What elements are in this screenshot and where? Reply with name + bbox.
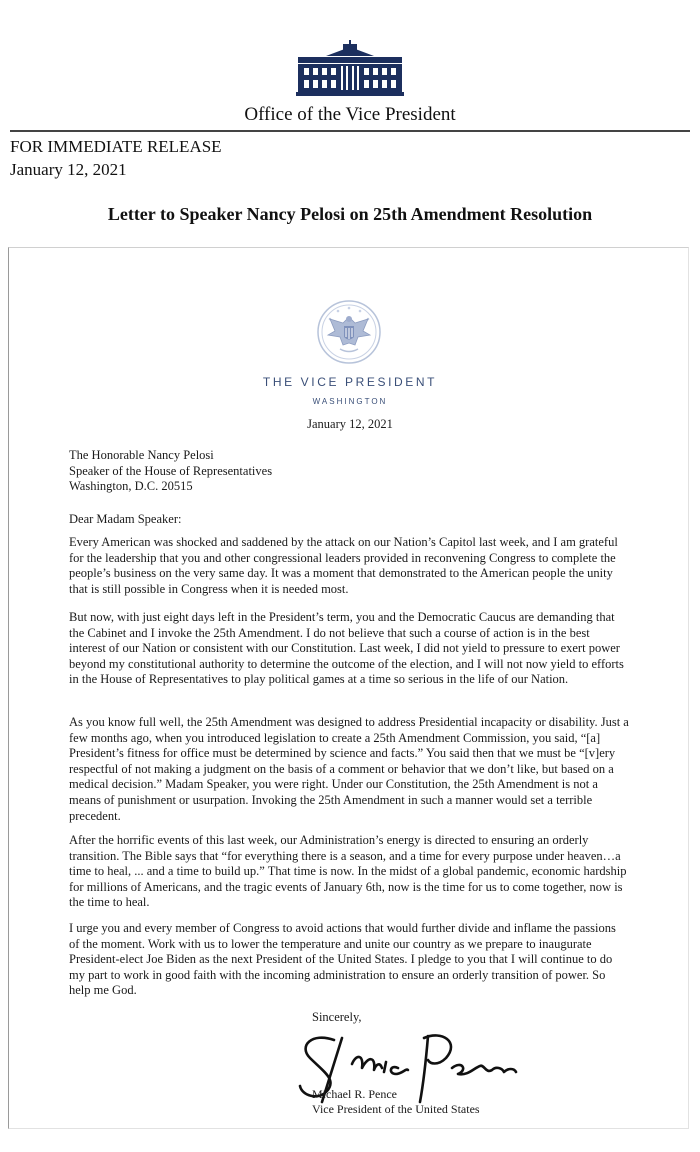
recipient-name: The Honorable Nancy Pelosi <box>69 448 214 462</box>
release-label: FOR IMMEDIATE RELEASE <box>10 137 222 156</box>
letter-paragraph: After the horrific events of this last week, our Administration’s energy is directed to ensuring an orderly transition. The Bible says that “for everything there is a season, and a time for every purpose under heaven…a time to heal, ... and a time to build up.” That time is now. In the midst of a global pandemic, economic hardship for millions of Americans, and the tragic events of January 6th, now is the time for us to come together, now is the time to heal. <box>69 833 627 910</box>
letter-paragraph: As you know full well, the 25th Amendment was designed to address Presidential incapacity or disability. Just a few months ago, when you introduced legislation to create a 25th Amendment Commission, you said, “[a] President’s fitness for office must be determined by science and facts.” You said then that we must be “[v]ery respectful of not making a judgment on the basis of a comment or behavior that we don’t like, but based on a medical decision.” Madam Speaker, you were right. Under our Constitution, the 25th Amendment is not a means of punishment or usurpation. Invoking the 25th Amendment in such a manner would set a terrible precedent. <box>69 715 629 823</box>
closing: Sincerely, <box>312 1010 362 1024</box>
release-date: January 12, 2021 <box>10 160 127 179</box>
letter-paragraph: But now, with just eight days left in the President’s term, you and the Democratic Caucus are demanding that the Cabinet and I invoke the 25th Amendment. I do not believe that such a course of action is in the best interest of our Nation or consistent with our Constitution. Last week, I did not yield to pressure to exert power beyond my constitutional authority to determine the outcome of the election, and I will not now yield to efforts in the House of Representatives to play political games at a time so serious in the life of our Nation. <box>69 610 624 687</box>
headline: Letter to Speaker Nancy Pelosi on 25th Amendment Resolution <box>107 204 593 224</box>
release-info <box>10 135 222 181</box>
recipient-title: Speaker of the House of Representatives <box>69 463 273 478</box>
office-title: Office of the Vice President <box>244 104 456 125</box>
white-house-icon <box>296 40 404 96</box>
recipient-city: Washington, D.C. 20515 <box>69 479 193 494</box>
header-divider <box>10 130 690 132</box>
signer-block <box>312 1087 480 1117</box>
signer-name: Michael R. Pence <box>312 1087 397 1101</box>
salutation: Dear Madam Speaker: <box>69 512 182 526</box>
letterhead-city: WASHINGTON <box>312 397 388 406</box>
letter-paragraph: I urge you and every member of Congress to avoid actions that would further divide and inflame the passions of the moment. Work with us to lower the temperature and unite our country as we prepare to inaugurate President-elect Joe Biden as the next President of the United States. I pledge to you that I will continue to do my part to work in good faith with the incoming administration to ensure an orderly transition of power. So help me God. <box>69 921 616 998</box>
signer-title: Vice President of the United States <box>312 1102 480 1116</box>
recipient-address <box>69 448 629 495</box>
letter-paragraph: Every American was shocked and saddened by the attack on our Nation’s Capitol last week, and I am grateful for the leadership that you and other congressional leaders provided in reconvening Congress to complete the people’s business on the very same day. It was a moment that demonstrated to the American people the unity that is still possible in Congress when it is needed most. <box>69 535 618 596</box>
letter-date: January 12, 2021 <box>307 417 393 431</box>
vice-presidential-seal-icon <box>316 299 382 365</box>
letterhead-title: THE VICE PRESIDENT <box>262 375 438 389</box>
